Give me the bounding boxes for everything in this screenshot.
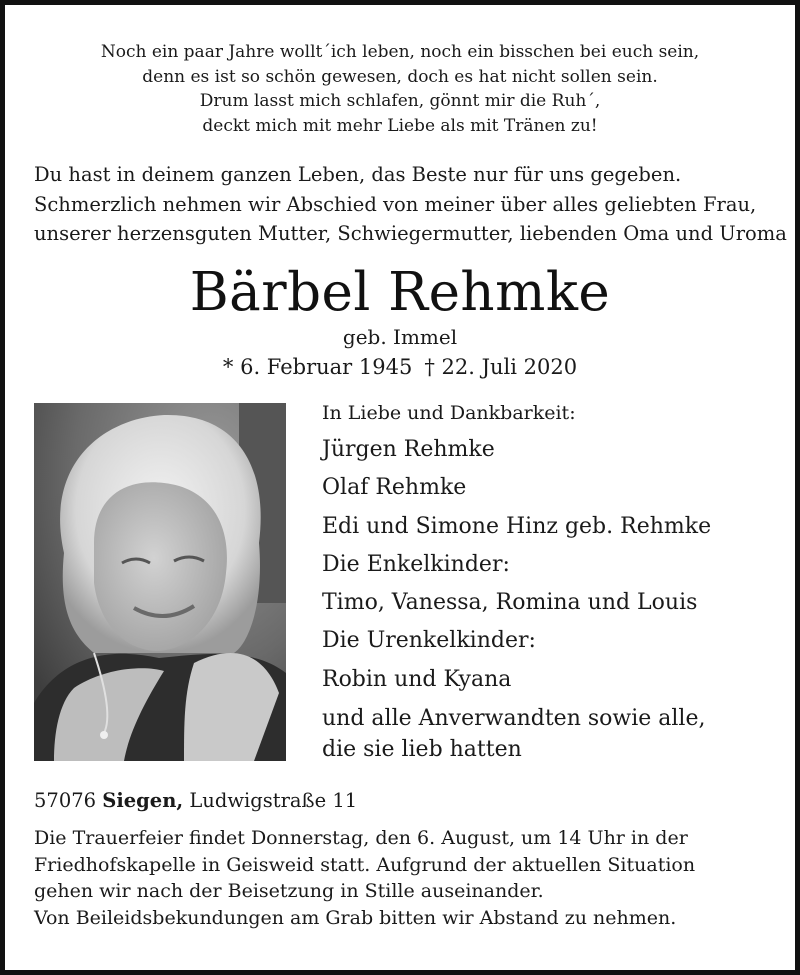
poem-line: Noch ein paar Jahre wollt´ich leben, noch ein bisschen bei euch sein, (100, 42, 700, 62)
intro-line: Schmerzlich nehmen wir Abschied von meiner über alles geliebten Frau, (34, 192, 757, 216)
intro-text (34, 160, 787, 249)
death-date: † 22. Juli 2020 (424, 355, 578, 379)
address (34, 788, 774, 814)
funeral-notice (34, 825, 774, 931)
portrait-photo (34, 403, 286, 761)
life-dates (0, 353, 800, 381)
closing-line: und alle Anverwandten sowie alle, (322, 706, 706, 732)
closing-lines (322, 703, 772, 765)
mourner-line: Die Urenkelkinder: (322, 628, 536, 654)
mourner-line: Jürgen Rehmke (322, 437, 495, 462)
poem-line: denn es ist so schön gewesen, doch es hat nicht sollen sein. (142, 66, 658, 87)
address-postcode: 57076 (34, 789, 97, 812)
notice-line: Von Beileidsbekundungen am Grab bitten wir Abstand zu nehmen. (34, 906, 677, 929)
closing-line: die sie lieb hatten (322, 737, 522, 763)
poem-line: deckt mich mit mehr Liebe als mit Tränen zu! (202, 115, 598, 136)
birth-date: * 6. Februar 1945 (222, 355, 413, 379)
address-street: Ludwigstraße 11 (189, 789, 358, 812)
deceased-name: Bärbel Rehmke (189, 262, 611, 323)
poem (40, 40, 760, 138)
address-city: Siegen, (102, 789, 184, 812)
poem-line: Drum lasst mich schlafen, gönnt mir die Ruh´, (199, 91, 601, 111)
intro-line: unserer herzensguten Mutter, Schwiegermutter, liebenden Oma und Uroma (34, 222, 787, 245)
maiden-name: geb. Immel (342, 325, 458, 349)
mourner-line: Olaf Rehmke (322, 475, 467, 501)
mourner-line: Timo, Vanessa, Romina und Louis (322, 590, 698, 616)
mourners-heading: In Liebe und Dankbarkeit: (322, 402, 576, 424)
mourner-line: Die Enkelkinder: (322, 551, 510, 577)
mourner-line: Edi und Simone Hinz geb. Rehmke (322, 513, 712, 539)
notice-line: gehen wir nach der Beisetzung in Stille auseinander. (34, 880, 544, 903)
mourners-list (322, 398, 772, 765)
notice-line: Die Trauerfeier findet Donnerstag, den 6. August, um 14 Uhr in der (34, 827, 688, 849)
notice-line: Friedhofskapelle in Geisweid statt. Aufgrund der aktuellen Situation (34, 853, 696, 876)
mourner-line: Robin und Kyana (322, 666, 512, 692)
intro-line: Du hast in deinem ganzen Leben, das Beste nur für uns gegeben. (34, 163, 682, 186)
